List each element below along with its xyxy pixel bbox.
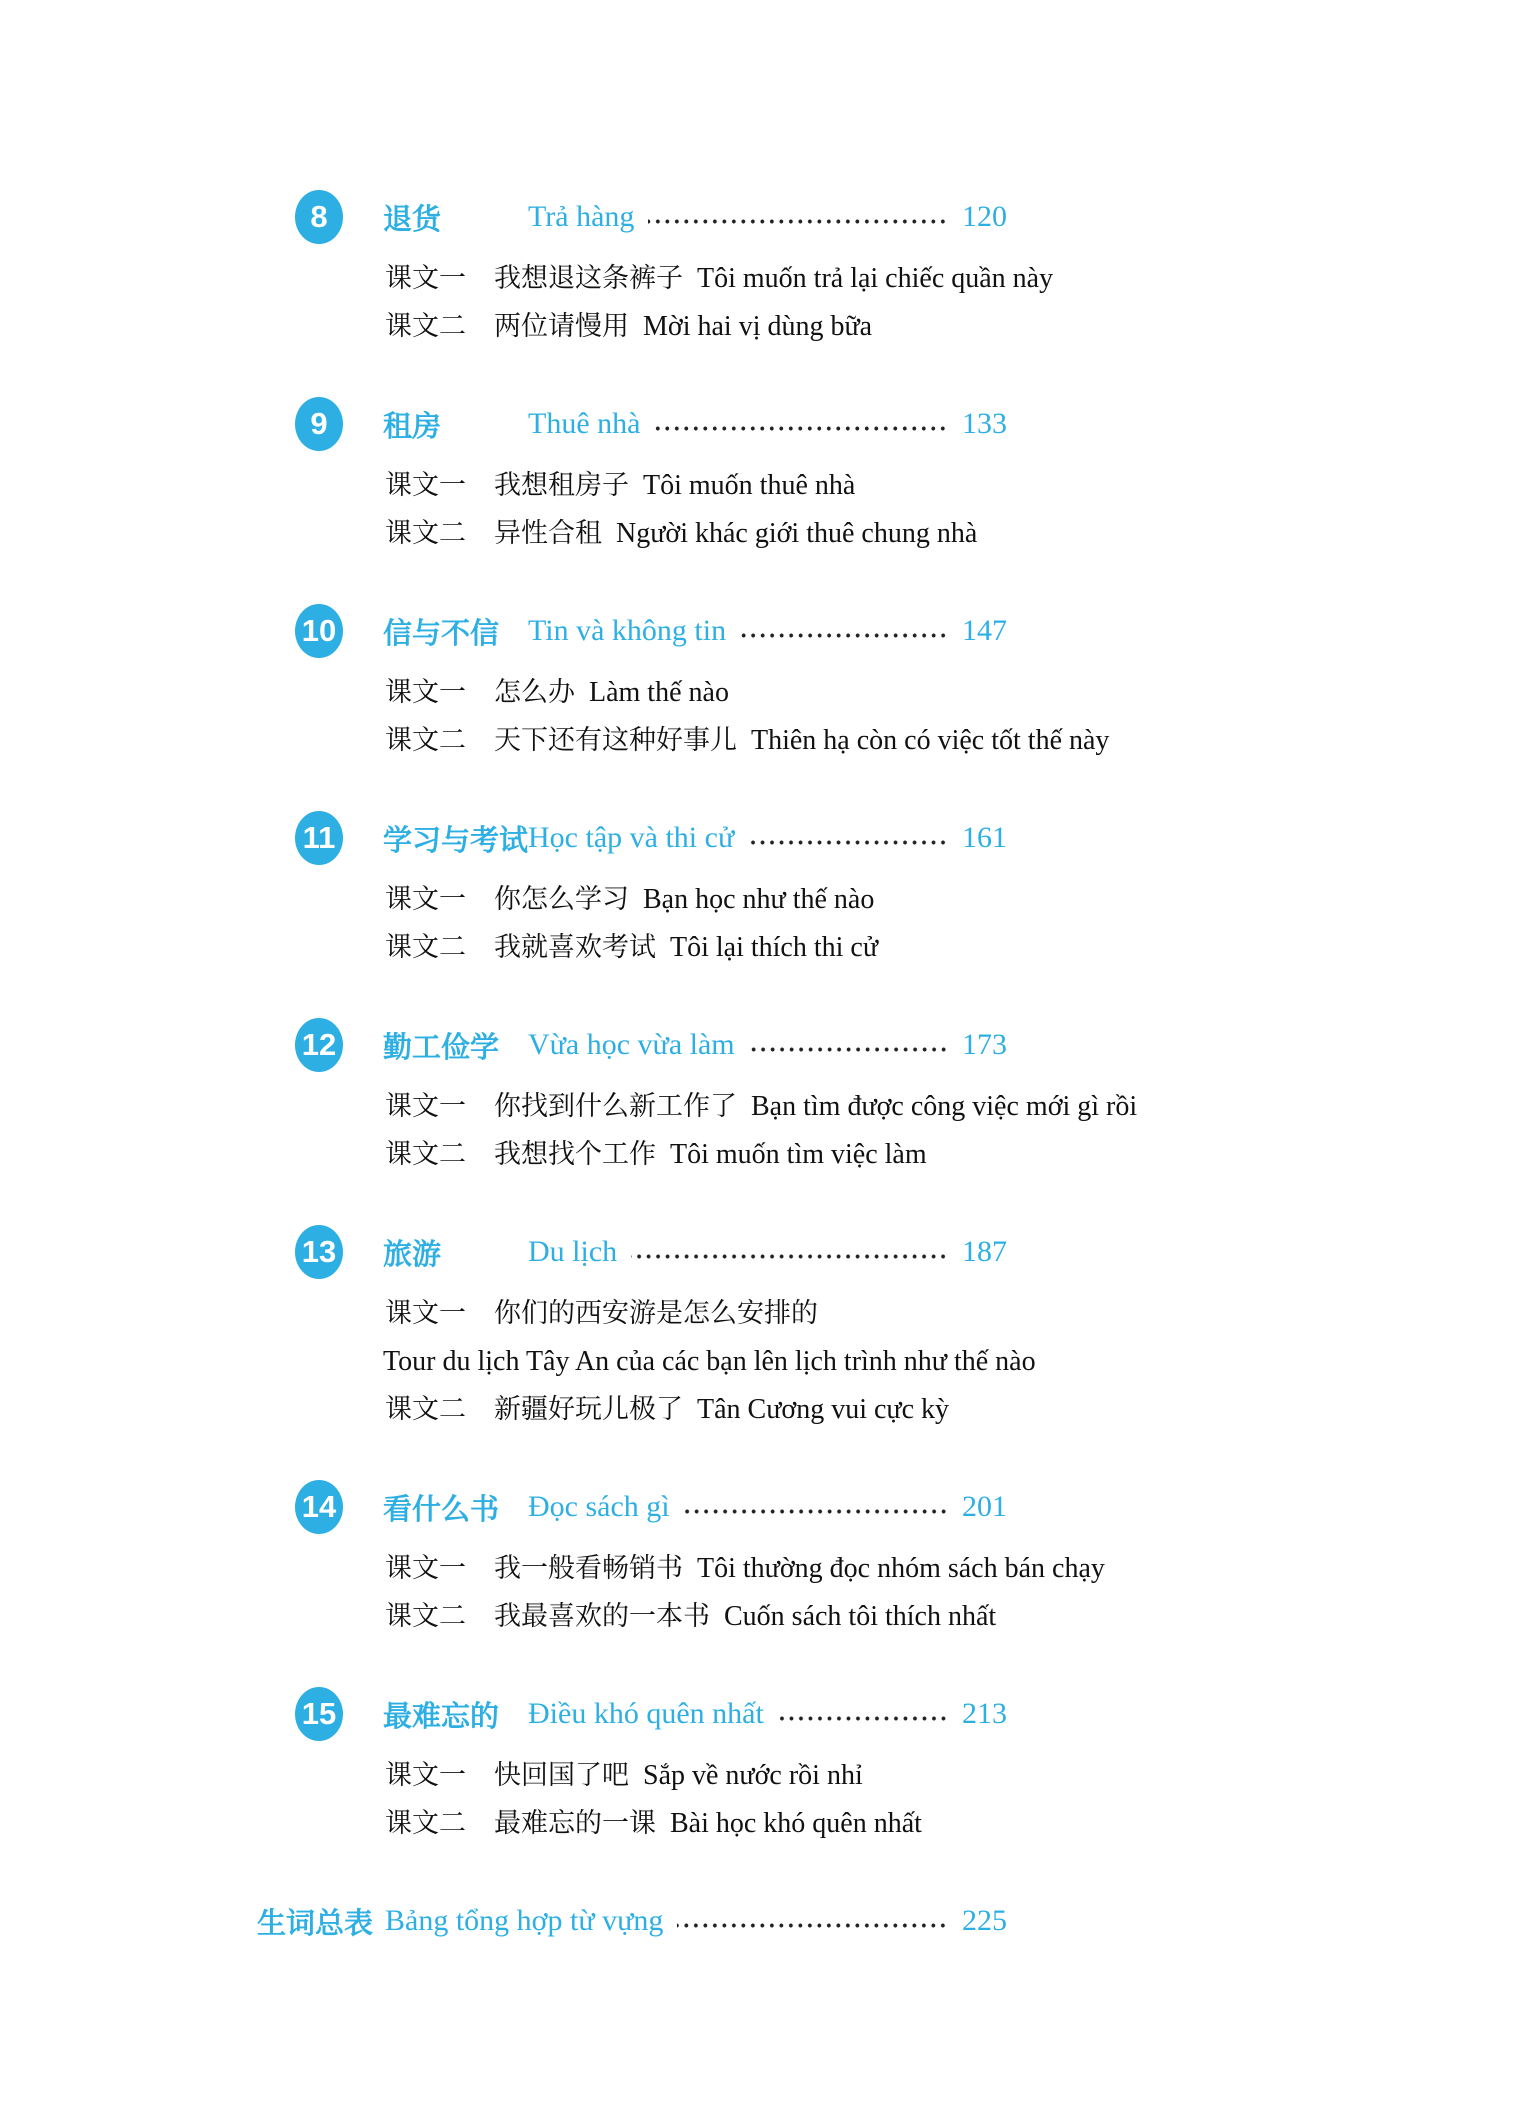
page-number: 161 — [962, 821, 1007, 854]
lesson-item — [385, 1544, 1105, 1592]
lesson-text-zh: 新疆好玩儿极了 — [494, 1394, 683, 1424]
lesson-item-continuation — [383, 1337, 1036, 1385]
lesson-item — [385, 668, 1007, 716]
lesson-text-vi: Tôi lại thích thi cử — [670, 932, 879, 963]
section-title-zh: 旅游 — [383, 1238, 442, 1271]
lesson-text-zh: 快回国了吧 — [494, 1760, 629, 1790]
lesson-label: 课文二 — [385, 1394, 466, 1424]
lesson-text-zh: 怎么办 — [494, 677, 575, 707]
lesson-text-zh: 我想退这条裤子 — [494, 263, 683, 293]
toc-section-15 — [295, 1687, 1007, 1847]
section-title-zh: 最难忘的 — [383, 1700, 500, 1733]
section-header — [295, 1018, 1007, 1072]
dot-leader — [740, 633, 948, 638]
lesson-label: 课文二 — [385, 518, 466, 548]
dot-leader — [654, 426, 948, 431]
lesson-text-vi: Mời hai vị dùng bữa — [643, 311, 873, 342]
lesson-item — [385, 461, 1007, 509]
lesson-text-vi: Bạn học như thế nào — [643, 884, 875, 915]
lesson-text-zh: 我想找个工作 — [494, 1139, 656, 1169]
toc-list — [257, 190, 1138, 1948]
lesson-text-vi: Sắp về nước rồi nhỉ — [643, 1760, 863, 1791]
section-number-badge: 14 — [295, 1480, 343, 1534]
lesson-item — [385, 1799, 1007, 1847]
page-number: 225 — [962, 1904, 1007, 1937]
toc-section-14 — [295, 1480, 1105, 1640]
dot-leader — [684, 1509, 948, 1514]
toc-section-9 — [295, 397, 1007, 557]
lesson-text-vi: Thiên hạ còn có việc tốt thế này — [751, 725, 1110, 756]
lesson-text-vi: Làm thế nào — [589, 677, 729, 708]
lesson-text-vi: Tôi thường đọc nhóm sách bán chạy — [697, 1553, 1105, 1584]
lesson-text-vi: Tôi muốn trả lại chiếc quần này — [697, 263, 1054, 294]
section-number-badge: 9 — [295, 397, 343, 451]
lesson-item — [385, 1289, 1007, 1337]
lesson-text-zh: 你找到什么新工作了 — [494, 1091, 737, 1121]
lesson-text-vi: Bạn tìm được công việc mới gì rồi — [751, 1091, 1138, 1122]
lesson-item — [385, 1385, 1007, 1433]
lesson-label: 课文一 — [385, 263, 466, 293]
dot-leader — [648, 219, 948, 224]
lesson-text-vi: Cuốn sách tôi thích nhất — [724, 1601, 997, 1632]
dot-leader — [778, 1716, 948, 1721]
toc-section-8 — [295, 190, 1054, 350]
lesson-label: 课文一 — [385, 1298, 466, 1328]
vocab-index-title-vi: Bảng tổng hợp từ vựng — [385, 1904, 664, 1937]
lesson-item — [385, 923, 1007, 971]
section-header — [295, 604, 1007, 658]
section-title-vi: Vừa học vừa làm — [528, 1028, 735, 1061]
lesson-text-vi: Tour du lịch Tây An của các bạn lên lịch trình như thế nào — [383, 1346, 1036, 1377]
lesson-text-vi: Bài học khó quên nhất — [670, 1808, 922, 1839]
lesson-text-zh: 我就喜欢考试 — [494, 932, 656, 962]
section-number-badge: 12 — [295, 1018, 343, 1072]
lesson-text-zh: 你们的西安游是怎么安排的 — [494, 1298, 818, 1328]
section-title-vi: Trả hàng — [528, 200, 635, 233]
section-number-badge: 13 — [295, 1225, 343, 1279]
page-number: 133 — [962, 407, 1007, 440]
section-title-zh: 学习与考试 — [383, 824, 529, 857]
toc-section-12 — [295, 1018, 1138, 1178]
dot-leader — [631, 1254, 948, 1259]
page-number: 173 — [962, 1028, 1007, 1061]
lesson-text-zh: 最难忘的一课 — [494, 1808, 656, 1838]
section-title-vi: Du lịch — [528, 1235, 618, 1268]
section-title-vi: Thuê nhà — [528, 407, 641, 440]
section-title-zh: 看什么书 — [383, 1493, 500, 1526]
lesson-label: 课文二 — [385, 1808, 466, 1838]
section-title-vi: Học tập và thi cử — [528, 821, 735, 854]
lesson-text-vi: Người khác giới thuê chung nhà — [616, 518, 978, 549]
dot-leader — [677, 1923, 948, 1928]
toc-section-10 — [295, 604, 1110, 764]
page-number: 120 — [962, 200, 1007, 233]
vocab-index-row — [257, 1894, 1007, 1948]
page-number: 213 — [962, 1697, 1007, 1730]
section-header — [295, 397, 1007, 451]
lesson-text-zh: 天下还有这种好事儿 — [494, 725, 737, 755]
lesson-label: 课文二 — [385, 1601, 466, 1631]
section-title-zh: 租房 — [383, 410, 442, 443]
lesson-item — [385, 509, 1007, 557]
lesson-text-vi: Tôi muốn thuê nhà — [643, 470, 856, 501]
lesson-item — [385, 1751, 1007, 1799]
lesson-label: 课文二 — [385, 725, 466, 755]
lesson-text-vi: Tân Cương vui cực kỳ — [697, 1394, 949, 1425]
vocab-index-title-zh: 生词总表 — [257, 1907, 374, 1940]
lesson-label: 课文一 — [385, 1091, 466, 1121]
page-number: 187 — [962, 1235, 1007, 1268]
page-number: 201 — [962, 1490, 1007, 1523]
lesson-item — [385, 1592, 1007, 1640]
section-header — [295, 1687, 1007, 1741]
lesson-label: 课文一 — [385, 1760, 466, 1790]
lesson-text-zh: 我一般看畅销书 — [494, 1553, 683, 1583]
lesson-text-zh: 异性合租 — [494, 518, 602, 548]
section-title-vi: Tin và không tin — [528, 614, 727, 647]
lesson-item — [385, 254, 1054, 302]
section-header — [295, 1480, 1007, 1534]
section-title-zh: 勤工俭学 — [383, 1031, 500, 1064]
lesson-label: 课文一 — [385, 884, 466, 914]
section-number-badge: 15 — [295, 1687, 343, 1741]
lesson-item — [385, 1082, 1138, 1130]
section-header — [295, 811, 1007, 865]
lesson-label: 课文一 — [385, 470, 466, 500]
section-title-zh: 信与不信 — [383, 617, 500, 650]
section-number-badge: 10 — [295, 604, 343, 658]
section-title-vi: Điều khó quên nhất — [528, 1697, 764, 1730]
toc-section-13 — [295, 1225, 1036, 1433]
lesson-label: 课文二 — [385, 932, 466, 962]
lesson-label: 课文一 — [385, 1553, 466, 1583]
dot-leader — [748, 840, 948, 845]
section-header — [295, 190, 1007, 244]
lesson-label: 课文一 — [385, 677, 466, 707]
lesson-item — [385, 875, 1007, 923]
section-number-badge: 8 — [295, 190, 343, 244]
lesson-item — [385, 1130, 1007, 1178]
lesson-text-zh: 我想租房子 — [494, 470, 629, 500]
lesson-text-vi: Tôi muốn tìm việc làm — [670, 1139, 927, 1170]
lesson-text-zh: 我最喜欢的一本书 — [494, 1601, 710, 1631]
section-header — [295, 1225, 1007, 1279]
lesson-text-zh: 两位请慢用 — [494, 311, 629, 341]
lesson-text-zh: 你怎么学习 — [494, 884, 629, 914]
lesson-item — [385, 716, 1110, 764]
lesson-label: 课文二 — [385, 311, 466, 341]
dot-leader — [749, 1047, 948, 1052]
lesson-label: 课文二 — [385, 1139, 466, 1169]
page-number: 147 — [962, 614, 1007, 647]
lesson-item — [385, 302, 1007, 350]
section-title-vi: Đọc sách gì — [528, 1490, 670, 1523]
section-title-zh: 退货 — [383, 203, 442, 236]
toc-section-11 — [295, 811, 1007, 971]
section-number-badge: 11 — [295, 811, 343, 865]
